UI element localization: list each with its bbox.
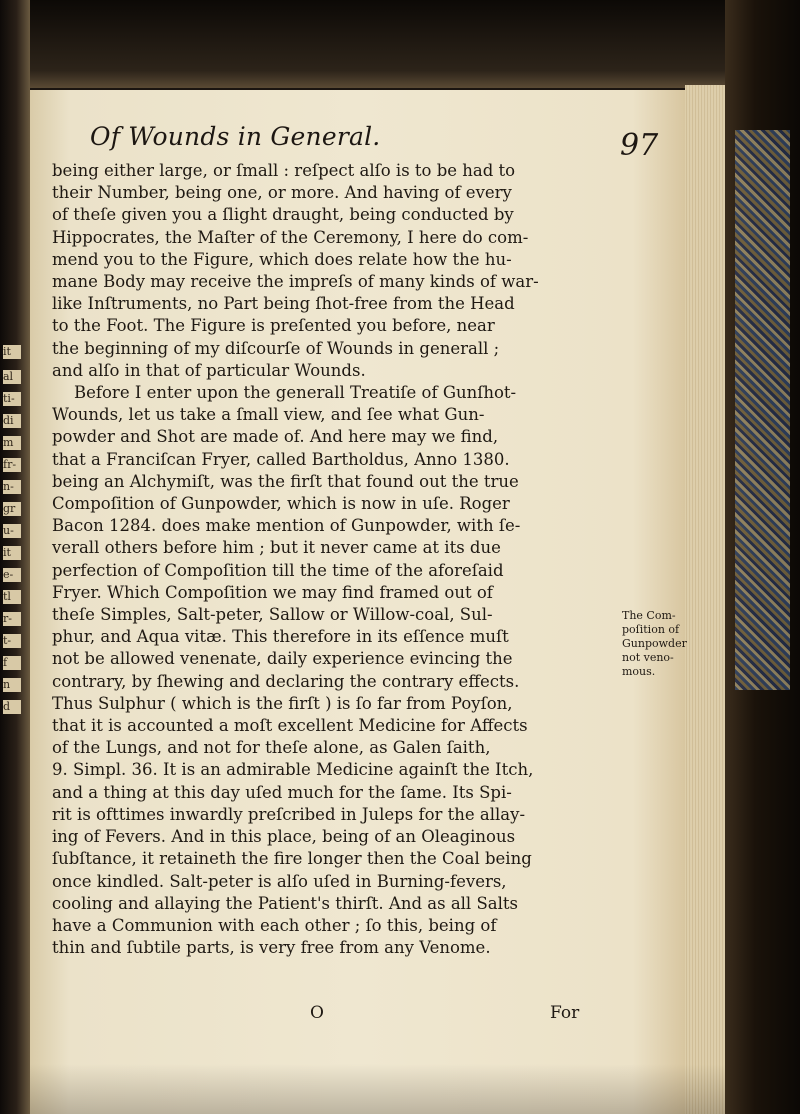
margin-note-line: Gunpowder [622,637,687,650]
gutter-fragment: d [3,700,21,714]
gutter-fragment: tl [3,590,21,604]
text-line: mane Body may receive the impreſs of many kinds of war- [52,272,539,292]
page-number: 97 [620,128,659,163]
text-line: like Inſtruments, no Part being ſhot-free from the Head [52,294,515,314]
gutter-fragment: di [3,414,21,428]
text-line: that a Franciſcan Fryer, called Bartholdus, Anno 1380. [52,449,510,469]
text-line: not be allowed venenate, daily experience evincing the [52,649,513,669]
text-line: and a thing at this day uſed much for the ſame. Its Spi- [52,782,512,802]
text-line: being either large, or ſmall : reſpect alſo is to be had to [52,161,516,180]
text-line: 9. Simpl. 36. It is an admirable Medicine againſt the Itch, [52,760,534,780]
text-line: Fryer. Which Compoſition we may find framed out of [52,582,493,602]
text-line: mend you to the Figure, which does relate how the hu- [52,249,512,269]
text-line: contrary, by ſhewing and declaring the contrary effects. [52,671,520,691]
gutter-fragment: u- [3,524,21,538]
gutter-fragment: gr [3,502,21,516]
margin-note-line: mous. [622,665,656,678]
book-top-shadow [30,0,725,88]
facing-page-gutter [0,0,30,1114]
gutter-fragment: m [3,436,21,450]
text-line: once kindled. Salt-peter is alſo uſed in Burning-fevers, [52,871,507,891]
gutter-fragment: it [3,546,21,560]
running-head: Of Wounds in General. [90,122,381,151]
gutter-fragment: it [3,345,21,359]
text-line: powder and Shot are made of. And here may we find, [52,427,499,447]
text-line: of the Lungs, and not for theſe alone, as Galen ſaith, [52,738,491,758]
margin-note [622,609,692,679]
gutter-fragment: e- [3,568,21,582]
page-bottom-shadow [30,1064,725,1114]
text-line: Compoſition of Gunpowder, which is now in uſe. Roger [52,494,510,514]
text-line: theſe Simples, Salt-peter, Sallow or Willow-coal, Sul- [52,605,493,625]
text-line: cooling and allaying the Patient's thirſt. And as all Salts [52,893,518,913]
text-line: to the Foot. The Figure is preſented you before, near [52,316,495,336]
text-line: the beginning of my diſcourſe of Wounds in generall ; [52,338,500,358]
body-text [52,160,612,959]
text-line: phur, and Aqua vitæ. This therefore in its eſſence muſt [52,627,509,647]
margin-note-line: not veno- [622,651,674,664]
text-line: Thus Sulphur ( which is the firſt ) is ſo far from Poyſon, [52,693,513,713]
catchword: For [550,1003,580,1023]
text-line: Bacon 1284. does make mention of Gunpowder, with ſe- [52,516,521,536]
gutter-fragment: ti- [3,392,21,406]
gutter-fragment: fr- [3,458,21,472]
text-line: Hippocrates, the Maſter of the Ceremony, I here do com- [52,227,529,247]
text-line: of theſe given you a ſlight draught, being conducted by [52,205,514,225]
margin-note-line: poſition of [622,623,680,636]
text-line: perfection of Compoſition till the time of the aforeſaid [52,560,504,580]
text-line: their Number, being one, or more. And having of every [52,183,512,203]
margin-note-line: The Com- [622,609,676,622]
gutter-fragment: n [3,678,21,692]
text-line: Before I enter upon the generall Treatiſe of Gunſhot- [74,383,517,403]
text-line: being an Alchymiſt, was the firſt that found out the true [52,471,519,491]
gutter-fragment: n- [3,480,21,494]
text-line: Wounds, let us take a ſmall view, and ſee what Gun- [52,405,485,425]
text-line: that it is accounted a moſt excellent Medicine for Affects [52,716,528,736]
text-line: thin and ſubtile parts, is very free from any Venome. [52,938,491,958]
gutter-fragment: r- [3,612,21,626]
text-line: and alſo in that of particular Wounds. [52,360,366,380]
text-line: ing of Fevers. And in this place, being of an Oleaginous [52,827,516,847]
page-edges [685,85,725,1114]
gutter-fragment: t- [3,634,21,648]
signature-mark: O [310,1003,324,1023]
marbled-edge [735,130,790,690]
text-line: rit is ofttimes inwardly preſcribed in Juleps for the allay- [52,804,526,824]
gutter-fragment: f [3,656,21,670]
text-line: have a Communion with each other ; ſo this, being of [52,915,497,935]
gutter-fragment: al [3,370,21,384]
text-line: ſubſtance, it retaineth the fire longer then the Coal being [52,849,532,869]
text-line: verall others before him ; but it never came at its due [52,538,501,558]
